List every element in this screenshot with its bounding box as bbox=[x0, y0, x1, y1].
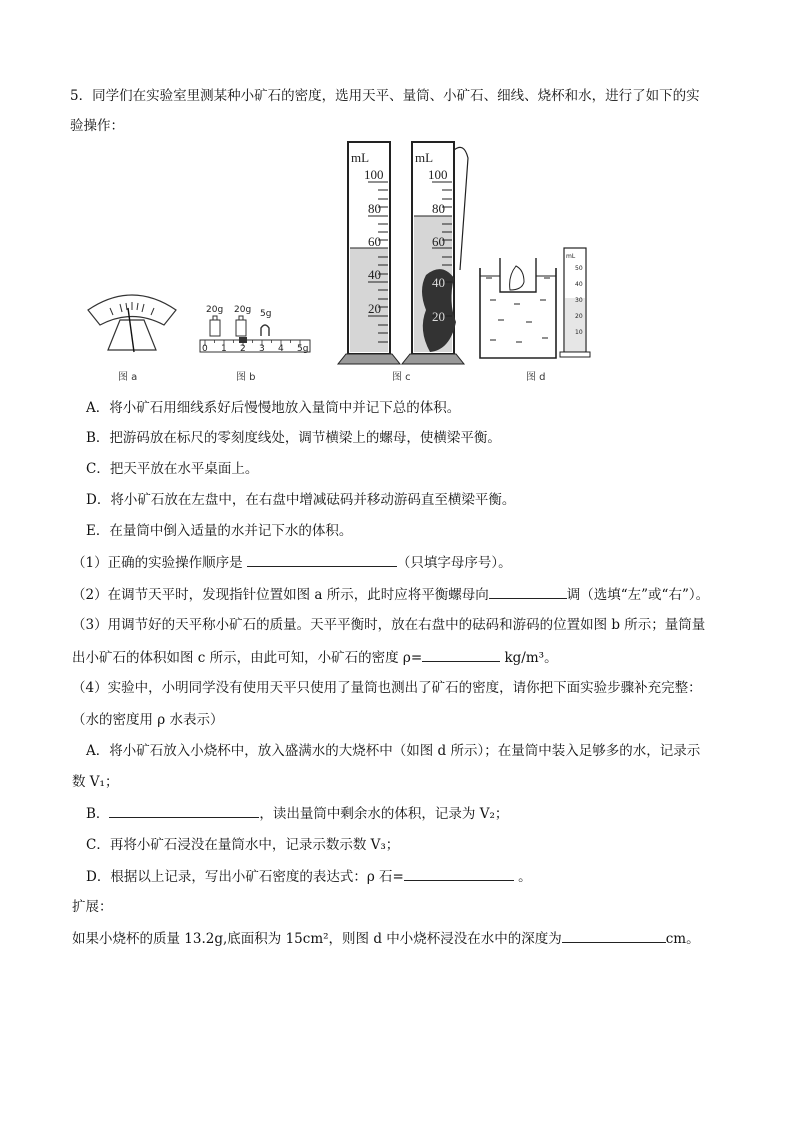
cylinder-2-tick-20: 20 bbox=[432, 309, 445, 324]
small-cylinder-tick-20: 20 bbox=[575, 313, 583, 320]
cylinder-1-tick-20: 20 bbox=[368, 301, 381, 316]
cylinder-2-tick-100: 100 bbox=[428, 167, 448, 182]
figure-c-cylinder-2 bbox=[392, 142, 468, 383]
weight-label-2: 20g bbox=[234, 305, 252, 315]
answer-blank-1[interactable] bbox=[247, 552, 397, 567]
question-4-step-b bbox=[86, 803, 508, 824]
scale-tick-1: 1 bbox=[221, 344, 227, 354]
question-4-step-b-text: ，读出量筒中剩余水的体积，记录为 V₂； bbox=[259, 806, 509, 822]
figure-a-dial bbox=[88, 295, 176, 383]
cylinder-2-tick-60: 60 bbox=[432, 234, 445, 249]
cylinder-1-unit: mL bbox=[351, 150, 370, 165]
question-4-line-2: （水的密度用 ρ 水表示） bbox=[72, 712, 224, 728]
question-3-line-2 bbox=[72, 647, 558, 668]
question-4-step-a-1: A．将小矿石放入小烧杯中，放入盛满水的大烧杯中（如图 d 所示）；在量筒中装入足够多的水，记录示 bbox=[86, 743, 701, 759]
cylinder-2-unit: mL bbox=[415, 150, 434, 165]
scale-tick-0: 0 bbox=[202, 344, 208, 354]
question-3-unit: kg/m³。 bbox=[500, 650, 558, 666]
question-1-hint: （只填字母序号）。 bbox=[396, 555, 512, 571]
cylinder-1-tick-100: 100 bbox=[364, 167, 384, 182]
cylinder-2-tick-40: 40 bbox=[432, 275, 445, 290]
cylinder-1-tick-60: 60 bbox=[368, 234, 381, 249]
weight-label-1: 20g bbox=[206, 305, 224, 315]
extension-question-text: 如果小烧杯的质量 13.2g,底面积为 15cm²，则图 d 中小烧杯浸没在水中的深度为 bbox=[72, 931, 562, 947]
scale-tick-5: 5g bbox=[297, 344, 309, 354]
small-cylinder-unit: mL bbox=[566, 253, 576, 260]
step-d: D．将小矿石放在左盘中，在右盘中增减砝码并移动游码直至横梁平衡。 bbox=[86, 492, 516, 508]
extension-question-unit: cm。 bbox=[665, 931, 700, 947]
step-b: B．把游码放在标尺的零刻度线处，调节横梁上的螺母，使横梁平衡。 bbox=[86, 430, 501, 446]
scale-tick-3: 3 bbox=[259, 344, 265, 354]
question-4-step-c: C．再将小矿石浸没在量筒水中，记录示数示数 V₃； bbox=[86, 837, 400, 853]
answer-blank-6[interactable] bbox=[562, 928, 666, 943]
question-3-line-1: （3）用调节好的天平称小矿石的质量。天平平衡时，放在右盘中的砝码和游码的位置如图 b 所示；量筒量 bbox=[72, 617, 706, 633]
question-2-hint: 调（选填“左”或“右”）。 bbox=[566, 587, 710, 603]
question-4-step-d-text: D．根据以上记录，写出小矿石密度的表达式：ρ 石= bbox=[86, 869, 404, 885]
step-c: C．把天平放在水平桌面上。 bbox=[86, 461, 259, 477]
answer-blank-5[interactable] bbox=[404, 866, 514, 881]
question-1-text: （1）正确的实验操作顺序是 bbox=[72, 555, 247, 571]
question-intro-1: 5．同学们在实验室里测某种小矿石的密度，选用天平、量筒、小矿石、细线、烧杯和水，进行了如下的实 bbox=[70, 88, 700, 104]
small-cylinder-tick-10: 10 bbox=[575, 329, 583, 336]
question-intro-2: 验操作： bbox=[70, 118, 124, 134]
extension-title: 扩展： bbox=[72, 899, 113, 915]
figure-c-caption: 图 c bbox=[392, 372, 411, 383]
answer-blank-4[interactable] bbox=[109, 803, 259, 818]
cylinder-2-tick-80: 80 bbox=[432, 201, 445, 216]
scale-tick-4: 4 bbox=[278, 344, 284, 354]
weight-label-3: 5g bbox=[260, 309, 272, 319]
question-3-text: 出小矿石的体积如图 c 所示，由此可知，小矿石的密度 ρ= bbox=[72, 650, 423, 666]
step-a: A．将小矿石用细线系好后慢慢地放入量筒中并记下总的体积。 bbox=[86, 400, 461, 416]
cylinder-1-tick-40: 40 bbox=[368, 267, 381, 282]
figure-d-caption: 图 d bbox=[526, 372, 546, 383]
answer-blank-3[interactable] bbox=[422, 647, 500, 662]
figure-c-cylinder-1 bbox=[338, 142, 400, 364]
question-4-step-b-label: B． bbox=[86, 806, 110, 822]
question-4-line-1: （4）实验中，小明同学没有使用天平只使用了量筒也测出了矿石的密度，请你把下面实验步骤补充完整： bbox=[72, 680, 702, 696]
question-2-text: （2）在调节天平时，发现指针位置如图 a 所示，此时应将平衡螺母向 bbox=[72, 587, 489, 603]
extension-question bbox=[72, 928, 700, 949]
experiment-figures bbox=[70, 130, 630, 390]
small-cylinder-tick-40: 40 bbox=[575, 281, 583, 288]
figure-b-caption: 图 b bbox=[236, 372, 256, 383]
question-4-step-a-2: 数 V₁； bbox=[72, 774, 119, 790]
small-cylinder-tick-30: 30 bbox=[575, 297, 583, 304]
step-e: E．在量筒中倒入适量的水并记下水的体积。 bbox=[86, 523, 353, 539]
figure-a-caption: 图 a bbox=[118, 372, 138, 383]
question-1 bbox=[72, 552, 512, 573]
figure-d-beakers bbox=[480, 248, 590, 383]
figure-b-scale bbox=[200, 305, 310, 383]
question-4-step-d-end: 。 bbox=[513, 869, 532, 885]
question-2 bbox=[72, 584, 709, 605]
scale-tick-2: 2 bbox=[240, 344, 246, 354]
answer-blank-2[interactable] bbox=[489, 584, 567, 599]
cylinder-1-tick-80: 80 bbox=[368, 201, 381, 216]
question-4-step-d bbox=[86, 866, 532, 887]
small-cylinder-tick-50: 50 bbox=[575, 265, 583, 272]
